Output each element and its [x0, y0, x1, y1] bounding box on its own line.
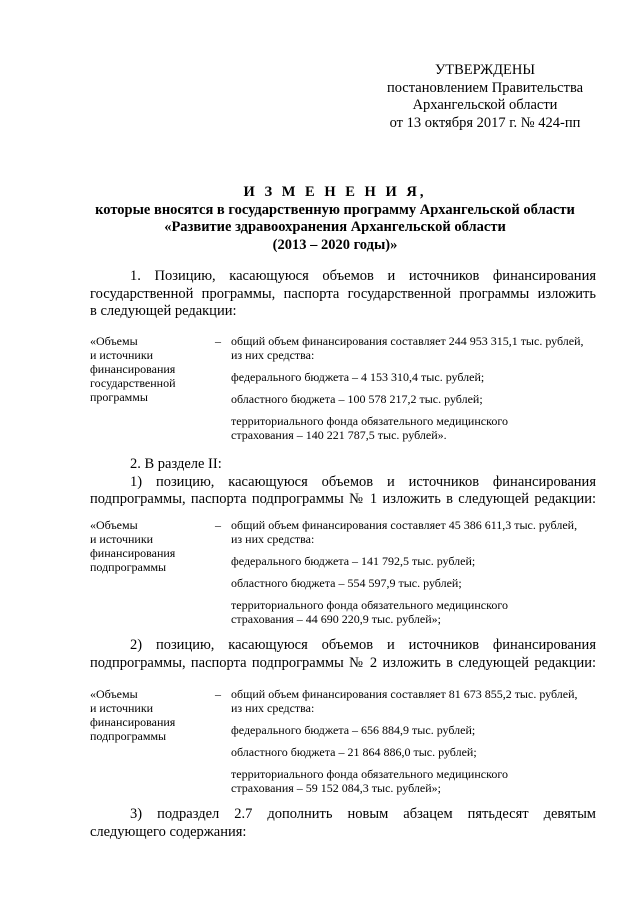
table-label-line: «Объемы [90, 687, 138, 701]
table-dash: – [215, 518, 221, 532]
approved-line: Архангельской области [412, 97, 558, 113]
table-dash: – [215, 687, 221, 701]
table-label-line: финансирования [90, 546, 176, 560]
table-value-line: территориального фонда обязательного медицинского [231, 414, 508, 428]
paragraph-line: подпрограммы, паспорта подпрограммы № 1 изложить в следующей редакции: [90, 491, 596, 507]
table-label-line: «Объемы [90, 518, 138, 532]
table-value-line: страхования – 140 221 787,5 тыс. рублей». [231, 428, 447, 442]
table-value-line: федерального бюджета – 4 153 310,4 тыс. рублей; [231, 370, 485, 384]
paragraph-line: 2) позицию, касающуюся объемов и источников финансирования [130, 637, 596, 653]
paragraph-line: 1. Позицию, касающуюся объемов и источников финансирования [130, 268, 596, 284]
table-value-cell [231, 518, 600, 626]
table-value-line: общий объем финансирования составляет 81 673 855,2 тыс. рублей, [231, 687, 578, 701]
table-label-line: «Объемы [90, 334, 138, 348]
table-label-line: подпрограммы [90, 729, 167, 743]
table-label-cell [90, 334, 215, 404]
table-label-line: и источники [90, 348, 154, 362]
paragraph-line: следующего содержания: [90, 823, 247, 840]
table-value-line: общий объем финансирования составляет 244 953 315,1 тыс. рублей, [231, 334, 584, 348]
table-value-line: территориального фонда обязательного медицинского [231, 767, 508, 781]
table-value-line: федерального бюджета – 656 884,9 тыс. рублей; [231, 723, 476, 737]
table-label-line: и источники [90, 532, 154, 546]
paragraph-4 [90, 806, 596, 841]
table-label-line: и источники [90, 701, 154, 715]
table-value-line: общий объем финансирования составляет 45 386 611,3 тыс. рублей, [231, 518, 578, 532]
table-label-line: финансирования [90, 715, 176, 729]
title-line: «Развитие здравоохранения Архангельской области [164, 219, 506, 235]
table-value-line: федерального бюджета – 141 792,5 тыс. рублей; [231, 554, 476, 568]
approval-stamp-block [360, 62, 610, 132]
table-label-line: подпрограммы [90, 560, 167, 574]
paragraph-line: подпрограммы, паспорта подпрограммы № 2 изложить в следующей редакции: [90, 654, 596, 671]
table-value-line: из них средства: [231, 532, 315, 546]
table-value-line: страхования – 59 152 084,3 тыс. рублей»; [231, 781, 441, 795]
paragraph-2 [90, 456, 596, 509]
table-label-cell [90, 518, 215, 574]
paragraph-line: в следующей редакции: [90, 303, 237, 319]
document-title [70, 184, 600, 254]
table-value-line: областного бюджета – 100 578 217,2 тыс. рублей; [231, 392, 483, 406]
paragraph-line: 1) позицию, касающуюся объемов и источников финансирования [130, 473, 596, 490]
table-value-line: из них средства: [231, 701, 315, 715]
title-line: которые вносятся в государственную программу Архангельской области [95, 201, 575, 218]
table-label-line: финансирования [90, 362, 176, 376]
title-line: (2013 – 2020 годы)» [272, 236, 398, 253]
paragraph-line: государственной программы, паспорта государственной программы изложить [90, 285, 596, 302]
approved-date-line: от 13 октября 2017 г. № 424-пп [389, 114, 581, 131]
table-value-cell [231, 687, 600, 795]
paragraph-line: 3) подраздел 2.7 дополнить новым абзацем пятьдесят девятым [130, 806, 596, 822]
table-value-line: из них средства: [231, 348, 315, 362]
paragraph-line: 2. В разделе II: [130, 456, 222, 472]
table-value-line: страхования – 44 690 220,9 тыс. рублей»; [231, 612, 441, 626]
table-label-line: государственной [90, 376, 176, 390]
approved-heading: УТВЕРЖДЕНЫ [434, 62, 536, 78]
table-value-line: областного бюджета – 21 864 886,0 тыс. рублей; [231, 745, 477, 759]
table-label-cell [90, 687, 215, 743]
table-value-line: областного бюджета – 554 597,9 тыс. рублей; [231, 576, 462, 590]
paragraph-1 [90, 268, 596, 321]
approved-line: постановлением Правительства [386, 79, 584, 96]
paragraph-3 [90, 637, 596, 672]
title-heading: И З М Е Н Е Н И Я, [243, 184, 427, 200]
table-value-line: территориального фонда обязательного медицинского [231, 598, 508, 612]
table-label-line: программы [90, 390, 148, 404]
table-value-cell [231, 334, 600, 442]
table-dash: – [215, 334, 221, 348]
